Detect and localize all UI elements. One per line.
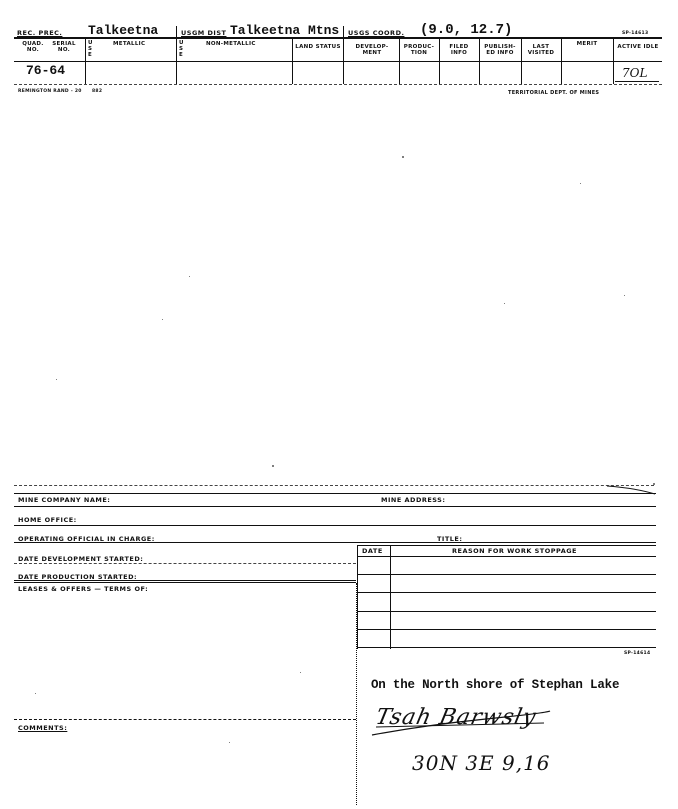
col-production: PRODUC-TION xyxy=(403,44,435,56)
lower-rule-1 xyxy=(14,506,656,507)
home-office-label: HOME OFFICE: xyxy=(18,516,77,524)
form-number-bottom: SP-14614 xyxy=(624,651,651,656)
col-filed-info: FILED INFO xyxy=(449,44,469,56)
printer-code: 882 xyxy=(92,89,103,94)
col-quad-no: QUAD. NO. xyxy=(22,41,44,53)
col-land-status: LAND STATUS xyxy=(295,44,341,50)
corner-curl xyxy=(605,484,657,496)
reason-col-header: REASON FOR WORK STOPPAGE xyxy=(452,547,577,555)
usgm-dist-value: Talkeetna Mtns xyxy=(230,23,340,38)
lower-card-top-edge xyxy=(14,485,654,486)
lower-rule-3 xyxy=(14,542,656,543)
rec-prec-label: REC. PREC. xyxy=(17,29,63,37)
col-divider-merit xyxy=(561,38,562,84)
title-label: TITLE: xyxy=(437,535,463,543)
agency-name: TERRITORIAL DEPT. OF MINES xyxy=(508,90,600,96)
scan-speck xyxy=(300,672,301,673)
quad-serial-value: 76-64 xyxy=(26,63,66,78)
operating-official-label: OPERATING OFFICIAL IN CHARGE: xyxy=(18,535,155,543)
scan-speck xyxy=(402,156,404,158)
stoppage-row-3 xyxy=(357,592,656,593)
lower-center-divider xyxy=(356,583,357,805)
col-divider-prod xyxy=(399,38,400,84)
printer-mark: REMINGTON RAND - 20 xyxy=(18,89,82,94)
col-last-visited: LAST VISITED xyxy=(527,44,555,56)
col-use: U S E xyxy=(88,40,93,58)
lower-rule-4 xyxy=(14,563,356,564)
scan-speck xyxy=(35,693,36,694)
column-header-rule xyxy=(14,61,662,62)
col-serial-no: SERIAL NO. xyxy=(52,41,76,53)
col-merit: MERIT xyxy=(576,41,598,47)
col-divider-active xyxy=(613,38,614,84)
date-production-label: DATE PRODUCTION STARTED: xyxy=(18,573,138,581)
lower-rule-0 xyxy=(14,493,656,494)
stoppage-left-border xyxy=(357,545,358,649)
col-non-metallic: NON-METALLIC xyxy=(206,41,256,47)
date-development-label: DATE DEVELOPMENT STARTED: xyxy=(18,555,144,563)
col-development: DEVELOP-MENT xyxy=(355,44,389,56)
card-bottom-edge xyxy=(14,84,662,85)
lower-rule-2 xyxy=(14,525,656,526)
scan-speck xyxy=(272,465,274,467)
active-idle-value: 7OL xyxy=(622,66,648,80)
date-col-header: DATE xyxy=(362,547,383,555)
stoppage-row-2 xyxy=(357,574,656,575)
signature: Tsah Barwsly xyxy=(373,705,539,730)
col-use-2: U S E xyxy=(179,40,184,58)
col-divider-published xyxy=(479,38,480,84)
comments-rule xyxy=(14,719,356,720)
stoppage-rule-top xyxy=(357,545,656,546)
col-published-info: PUBLISH-ED INFO xyxy=(484,44,516,56)
scan-speck xyxy=(189,276,190,277)
form-number-top: SP-14613 xyxy=(622,31,649,36)
usgm-dist-label: USGM DIST xyxy=(181,29,227,37)
usgs-coord-value: (9.0, 12.7) xyxy=(420,22,513,38)
col-divider-visited xyxy=(521,38,522,84)
col-divider-filed xyxy=(439,38,440,84)
comments-label: COMMENTS: xyxy=(18,724,68,732)
col-active-idle: ACTIVE IDLE xyxy=(617,44,659,50)
survey-reference: 30N 3E 9,16 xyxy=(412,751,551,775)
scan-speck xyxy=(56,379,57,380)
col-divider-land xyxy=(292,38,293,84)
scan-speck xyxy=(504,303,505,304)
stoppage-row-1 xyxy=(357,556,656,557)
scan-speck xyxy=(162,319,163,320)
stoppage-row-6 xyxy=(357,647,656,648)
leases-offers-label: LEASES & OFFERS — TERMS OF: xyxy=(18,585,149,593)
lower-rule-5 xyxy=(14,580,356,581)
col-metallic: METALLIC xyxy=(113,41,146,47)
stoppage-row-5 xyxy=(357,629,656,630)
stoppage-date-divider xyxy=(390,545,391,649)
col-divider-use xyxy=(85,38,86,84)
header-divider-2 xyxy=(343,26,344,84)
signature-strike xyxy=(366,703,556,743)
location-note: On the North shore of Stephan Lake xyxy=(371,678,620,692)
stoppage-row-4 xyxy=(357,611,656,612)
scan-speck xyxy=(580,183,581,184)
scan-speck xyxy=(229,742,230,743)
active-idle-underline xyxy=(615,81,659,82)
mine-address-label: MINE ADDRESS: xyxy=(381,496,446,504)
scan-speck xyxy=(624,295,625,296)
col-divider-nonmet xyxy=(176,38,177,84)
lower-rule-6 xyxy=(14,582,356,583)
usgs-coord-label: USGS COORD. xyxy=(348,29,405,37)
mine-company-name-label: MINE COMPANY NAME: xyxy=(18,496,111,504)
rec-prec-value: Talkeetna xyxy=(88,23,159,38)
